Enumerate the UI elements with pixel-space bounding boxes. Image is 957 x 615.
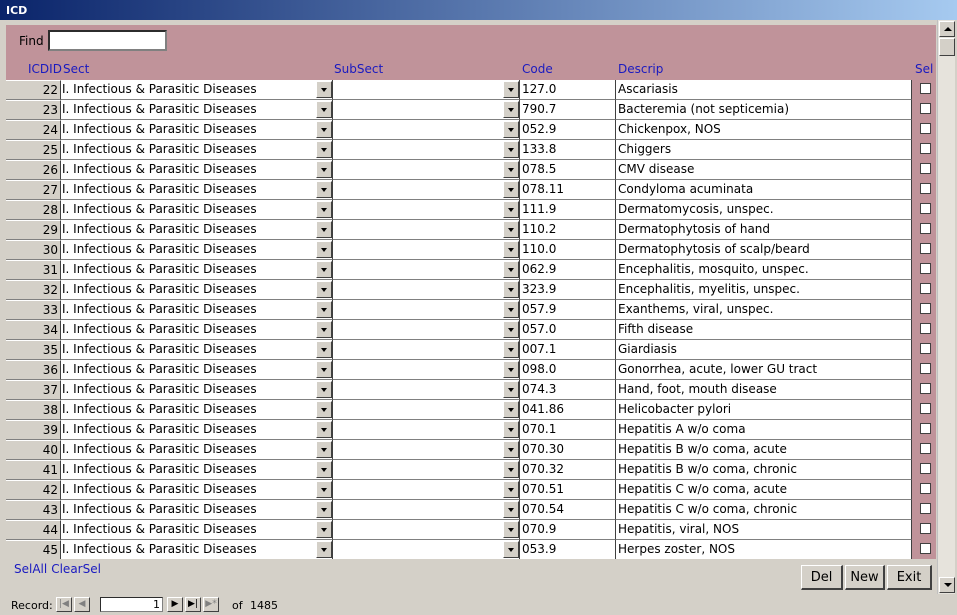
sel-checkbox[interactable] bbox=[920, 443, 931, 454]
record-selector[interactable]: 38 bbox=[6, 400, 61, 420]
sel-cell bbox=[912, 240, 936, 260]
descrip-field[interactable]: Chickenpox, NOS bbox=[616, 120, 912, 140]
form-header bbox=[6, 25, 936, 80]
record-selector[interactable]: 36 bbox=[6, 360, 61, 380]
code-field[interactable]: 070.30 bbox=[520, 440, 616, 460]
descrip-field[interactable]: Condyloma acuminata bbox=[616, 180, 912, 200]
table-row[interactable] bbox=[6, 360, 936, 380]
dropdown-arrow-icon[interactable] bbox=[316, 401, 332, 418]
descrip-field[interactable]: Hepatitis C w/o coma, acute bbox=[616, 480, 912, 500]
code-field[interactable]: 070.51 bbox=[520, 480, 616, 500]
column-header-icdid[interactable]: ICDID bbox=[28, 62, 62, 76]
record-selector[interactable]: 25 bbox=[6, 140, 61, 160]
dropdown-arrow-icon[interactable] bbox=[316, 341, 332, 358]
sect-combo[interactable] bbox=[61, 440, 333, 460]
record-navigator bbox=[0, 596, 957, 615]
sect-combo[interactable] bbox=[61, 140, 333, 160]
sel-checkbox[interactable] bbox=[920, 303, 931, 314]
dropdown-arrow-icon[interactable] bbox=[316, 541, 332, 558]
dropdown-arrow-icon[interactable] bbox=[316, 81, 332, 98]
sect-combo[interactable] bbox=[61, 320, 333, 340]
record-selector[interactable]: 35 bbox=[6, 340, 61, 360]
table-row[interactable] bbox=[6, 340, 936, 360]
code-field[interactable]: 070.9 bbox=[520, 520, 616, 540]
record-selector[interactable]: 39 bbox=[6, 420, 61, 440]
sect-combo[interactable] bbox=[61, 220, 333, 240]
code-field[interactable]: 098.0 bbox=[520, 360, 616, 380]
descrip-field[interactable]: Helicobacter pylori bbox=[616, 400, 912, 420]
dropdown-arrow-icon[interactable] bbox=[316, 281, 332, 298]
sel-cell bbox=[912, 380, 936, 400]
sel-checkbox[interactable] bbox=[920, 423, 931, 434]
dropdown-arrow-icon[interactable] bbox=[503, 281, 519, 298]
descrip-field[interactable]: Hepatitis, viral, NOS bbox=[616, 520, 912, 540]
dropdown-arrow-icon[interactable] bbox=[503, 401, 519, 418]
sel-checkbox[interactable] bbox=[920, 383, 931, 394]
code-field[interactable]: 057.9 bbox=[520, 300, 616, 320]
sect-combo[interactable] bbox=[61, 500, 333, 520]
sel-cell bbox=[912, 400, 936, 420]
record-selector[interactable]: 28 bbox=[6, 200, 61, 220]
code-field[interactable]: 007.1 bbox=[520, 340, 616, 360]
subsect-combo[interactable] bbox=[333, 160, 520, 180]
record-label: Record: bbox=[11, 599, 53, 612]
sect-value: I. Infectious & Parasitic Diseases bbox=[62, 162, 257, 176]
sel-checkbox[interactable] bbox=[920, 243, 931, 254]
dropdown-arrow-icon[interactable] bbox=[316, 361, 332, 378]
dropdown-arrow-icon[interactable] bbox=[503, 481, 519, 498]
sel-cell bbox=[912, 160, 936, 180]
sect-value: I. Infectious & Parasitic Diseases bbox=[62, 422, 257, 436]
table-row[interactable] bbox=[6, 80, 936, 100]
dropdown-arrow-icon[interactable] bbox=[503, 241, 519, 258]
scroll-down-icon[interactable] bbox=[939, 577, 955, 593]
sect-value: I. Infectious & Parasitic Diseases bbox=[62, 282, 257, 296]
sel-cell bbox=[912, 280, 936, 300]
code-field[interactable]: 074.3 bbox=[520, 380, 616, 400]
descrip-field[interactable]: Hepatitis B w/o coma, chronic bbox=[616, 460, 912, 480]
select-all-link[interactable]: SelAll bbox=[14, 562, 48, 576]
dropdown-arrow-icon[interactable] bbox=[503, 441, 519, 458]
code-field[interactable]: 070.1 bbox=[520, 420, 616, 440]
table-row[interactable] bbox=[6, 320, 936, 340]
record-selector[interactable]: 24 bbox=[6, 120, 61, 140]
code-field[interactable]: 062.9 bbox=[520, 260, 616, 280]
next-record-icon[interactable]: ▶ bbox=[167, 597, 183, 612]
sect-value: I. Infectious & Parasitic Diseases bbox=[62, 402, 257, 416]
sel-cell bbox=[912, 180, 936, 200]
sect-value: I. Infectious & Parasitic Diseases bbox=[62, 322, 257, 336]
code-field[interactable]: 052.9 bbox=[520, 120, 616, 140]
sect-combo[interactable] bbox=[61, 80, 333, 100]
dropdown-arrow-icon[interactable] bbox=[503, 221, 519, 238]
sel-checkbox[interactable] bbox=[920, 103, 931, 114]
dropdown-arrow-icon[interactable] bbox=[503, 461, 519, 478]
descrip-field[interactable]: Encephalitis, myelitis, unspec. bbox=[616, 280, 912, 300]
code-field[interactable]: 110.0 bbox=[520, 240, 616, 260]
sel-cell bbox=[912, 440, 936, 460]
descrip-field[interactable]: Exanthems, viral, unspec. bbox=[616, 300, 912, 320]
record-selector[interactable]: 40 bbox=[6, 440, 61, 460]
subsect-combo[interactable] bbox=[333, 520, 520, 540]
record-selector[interactable]: 31 bbox=[6, 260, 61, 280]
sect-combo[interactable] bbox=[61, 360, 333, 380]
subsect-combo[interactable] bbox=[333, 420, 520, 440]
dropdown-arrow-icon[interactable] bbox=[503, 521, 519, 538]
subsect-combo[interactable] bbox=[333, 280, 520, 300]
table-row[interactable] bbox=[6, 440, 936, 460]
column-header-sect[interactable]: Sect bbox=[63, 62, 90, 76]
column-header-sel[interactable]: Sel bbox=[915, 62, 934, 76]
sel-checkbox[interactable] bbox=[920, 363, 931, 374]
dropdown-arrow-icon[interactable] bbox=[316, 481, 332, 498]
new-button[interactable]: New bbox=[845, 565, 885, 590]
sel-cell bbox=[912, 460, 936, 480]
previous-record-icon[interactable]: ◀ bbox=[74, 597, 90, 612]
dropdown-arrow-icon[interactable] bbox=[316, 301, 332, 318]
sel-cell bbox=[912, 500, 936, 520]
descrip-field[interactable]: Giardiasis bbox=[616, 340, 912, 360]
sect-value: I. Infectious & Parasitic Diseases bbox=[62, 142, 257, 156]
record-of-label: of bbox=[232, 599, 243, 612]
dropdown-arrow-icon[interactable] bbox=[316, 121, 332, 138]
record-selector[interactable]: 33 bbox=[6, 300, 61, 320]
sect-value: I. Infectious & Parasitic Diseases bbox=[62, 522, 257, 536]
subsect-combo[interactable] bbox=[333, 80, 520, 100]
dropdown-arrow-icon[interactable] bbox=[503, 421, 519, 438]
descrip-field[interactable]: Ascariasis bbox=[616, 80, 912, 100]
code-field[interactable]: 110.2 bbox=[520, 220, 616, 240]
subsect-combo[interactable] bbox=[333, 100, 520, 120]
dropdown-arrow-icon[interactable] bbox=[316, 201, 332, 218]
window-title: ICD bbox=[6, 4, 28, 17]
record-selector[interactable]: 30 bbox=[6, 240, 61, 260]
dropdown-arrow-icon[interactable] bbox=[316, 141, 332, 158]
sect-combo[interactable] bbox=[61, 420, 333, 440]
dropdown-arrow-icon[interactable] bbox=[503, 261, 519, 278]
code-field[interactable]: 070.32 bbox=[520, 460, 616, 480]
table-row[interactable] bbox=[6, 460, 936, 480]
table-row[interactable] bbox=[6, 220, 936, 240]
scroll-up-icon[interactable] bbox=[939, 21, 955, 37]
sel-cell bbox=[912, 520, 936, 540]
table-row[interactable] bbox=[6, 420, 936, 440]
sect-value: I. Infectious & Parasitic Diseases bbox=[62, 182, 257, 196]
table-row[interactable] bbox=[6, 180, 936, 200]
subsect-combo[interactable] bbox=[333, 240, 520, 260]
subsect-combo[interactable] bbox=[333, 340, 520, 360]
sect-combo[interactable] bbox=[61, 540, 333, 559]
sect-value: I. Infectious & Parasitic Diseases bbox=[62, 222, 257, 236]
code-field[interactable]: 041.86 bbox=[520, 400, 616, 420]
find-input[interactable] bbox=[48, 30, 167, 51]
dropdown-arrow-icon[interactable] bbox=[503, 101, 519, 118]
code-field[interactable]: 078.5 bbox=[520, 160, 616, 180]
record-selector[interactable]: 23 bbox=[6, 100, 61, 120]
clear-selection-link[interactable]: ClearSel bbox=[51, 562, 101, 576]
sect-combo[interactable] bbox=[61, 460, 333, 480]
sel-checkbox[interactable] bbox=[920, 183, 931, 194]
dropdown-arrow-icon[interactable] bbox=[503, 541, 519, 558]
descrip-field[interactable]: Dermatomycosis, unspec. bbox=[616, 200, 912, 220]
sect-value: I. Infectious & Parasitic Diseases bbox=[62, 342, 257, 356]
dropdown-arrow-icon[interactable] bbox=[316, 261, 332, 278]
dropdown-arrow-icon[interactable] bbox=[503, 361, 519, 378]
sel-checkbox[interactable] bbox=[920, 503, 931, 514]
record-selector[interactable]: 37 bbox=[6, 380, 61, 400]
sect-value: I. Infectious & Parasitic Diseases bbox=[62, 262, 257, 276]
sel-checkbox[interactable] bbox=[920, 543, 931, 554]
subsect-combo[interactable] bbox=[333, 440, 520, 460]
table-row[interactable] bbox=[6, 200, 936, 220]
sect-value: I. Infectious & Parasitic Diseases bbox=[62, 442, 257, 456]
code-field[interactable]: 070.54 bbox=[520, 500, 616, 520]
sect-combo[interactable] bbox=[61, 480, 333, 500]
record-selector[interactable]: 42 bbox=[6, 480, 61, 500]
sect-value: I. Infectious & Parasitic Diseases bbox=[62, 382, 257, 396]
dropdown-arrow-icon[interactable] bbox=[503, 201, 519, 218]
records-grid bbox=[6, 80, 936, 559]
sect-combo[interactable] bbox=[61, 180, 333, 200]
sel-cell bbox=[912, 220, 936, 240]
sect-combo[interactable] bbox=[61, 520, 333, 540]
record-selector[interactable]: 41 bbox=[6, 460, 61, 480]
column-header-code[interactable]: Code bbox=[522, 62, 553, 76]
sel-cell bbox=[912, 120, 936, 140]
code-field[interactable]: 078.11 bbox=[520, 180, 616, 200]
table-row[interactable] bbox=[6, 540, 936, 559]
sel-cell bbox=[912, 200, 936, 220]
dropdown-arrow-icon[interactable] bbox=[316, 221, 332, 238]
code-field[interactable]: 323.9 bbox=[520, 280, 616, 300]
record-selector[interactable]: 44 bbox=[6, 520, 61, 540]
dropdown-arrow-icon[interactable] bbox=[503, 381, 519, 398]
subsect-combo[interactable] bbox=[333, 180, 520, 200]
record-number-input[interactable]: 1 bbox=[100, 597, 163, 612]
sel-checkbox[interactable] bbox=[920, 263, 931, 274]
subsect-combo[interactable] bbox=[333, 540, 520, 559]
scroll-thumb[interactable] bbox=[939, 38, 955, 56]
table-row[interactable] bbox=[6, 260, 936, 280]
sect-combo[interactable] bbox=[61, 380, 333, 400]
sect-value: I. Infectious & Parasitic Diseases bbox=[62, 362, 257, 376]
subsect-combo[interactable] bbox=[333, 500, 520, 520]
descrip-field[interactable]: CMV disease bbox=[616, 160, 912, 180]
table-row[interactable] bbox=[6, 160, 936, 180]
sel-cell bbox=[912, 340, 936, 360]
sel-checkbox[interactable] bbox=[920, 283, 931, 294]
descrip-field[interactable]: Herpes zoster, NOS bbox=[616, 540, 912, 559]
table-row[interactable] bbox=[6, 520, 936, 540]
dropdown-arrow-icon[interactable] bbox=[316, 181, 332, 198]
sel-cell bbox=[912, 80, 936, 100]
sect-combo[interactable] bbox=[61, 160, 333, 180]
column-header-descrip[interactable]: Descrip bbox=[618, 62, 664, 76]
dropdown-arrow-icon[interactable] bbox=[316, 421, 332, 438]
sect-combo[interactable] bbox=[61, 280, 333, 300]
record-selector[interactable]: 26 bbox=[6, 160, 61, 180]
dropdown-arrow-icon[interactable] bbox=[316, 161, 332, 178]
code-field[interactable]: 111.9 bbox=[520, 200, 616, 220]
column-header-subsect[interactable]: SubSect bbox=[334, 62, 384, 76]
dropdown-arrow-icon[interactable] bbox=[503, 341, 519, 358]
subsect-combo[interactable] bbox=[333, 300, 520, 320]
descrip-field[interactable]: Gonorrhea, acute, lower GU tract bbox=[616, 360, 912, 380]
sel-checkbox[interactable] bbox=[920, 403, 931, 414]
dropdown-arrow-icon[interactable] bbox=[316, 441, 332, 458]
exit-button[interactable]: Exit bbox=[887, 565, 932, 590]
sect-combo[interactable] bbox=[61, 240, 333, 260]
sel-cell bbox=[912, 300, 936, 320]
table-row[interactable] bbox=[6, 280, 936, 300]
find-label: Find bbox=[19, 34, 44, 48]
sect-combo[interactable] bbox=[61, 300, 333, 320]
sel-cell bbox=[912, 320, 936, 340]
record-selector[interactable]: 29 bbox=[6, 220, 61, 240]
table-row[interactable] bbox=[6, 400, 936, 420]
dropdown-arrow-icon[interactable] bbox=[316, 501, 332, 518]
subsect-combo[interactable] bbox=[333, 320, 520, 340]
sect-combo[interactable] bbox=[61, 200, 333, 220]
table-row[interactable] bbox=[6, 140, 936, 160]
sel-checkbox[interactable] bbox=[920, 163, 931, 174]
record-selector[interactable]: 32 bbox=[6, 280, 61, 300]
dropdown-arrow-icon[interactable] bbox=[503, 321, 519, 338]
subsect-combo[interactable] bbox=[333, 220, 520, 240]
sect-combo[interactable] bbox=[61, 100, 333, 120]
sect-value: I. Infectious & Parasitic Diseases bbox=[62, 302, 257, 316]
subsect-combo[interactable] bbox=[333, 380, 520, 400]
selection-links bbox=[14, 562, 105, 576]
code-field[interactable]: 057.0 bbox=[520, 320, 616, 340]
sect-combo[interactable] bbox=[61, 120, 333, 140]
code-field[interactable]: 127.0 bbox=[520, 80, 616, 100]
sel-checkbox[interactable] bbox=[920, 123, 931, 134]
table-row[interactable] bbox=[6, 300, 936, 320]
sel-cell bbox=[912, 100, 936, 120]
sel-checkbox[interactable] bbox=[920, 323, 931, 334]
window-title-bar bbox=[0, 0, 957, 20]
record-selector[interactable]: 34 bbox=[6, 320, 61, 340]
descrip-field[interactable]: Chiggers bbox=[616, 140, 912, 160]
code-field[interactable]: 133.8 bbox=[520, 140, 616, 160]
subsect-combo[interactable] bbox=[333, 400, 520, 420]
table-row[interactable] bbox=[6, 100, 936, 120]
sel-cell bbox=[912, 360, 936, 380]
sect-value: I. Infectious & Parasitic Diseases bbox=[62, 242, 257, 256]
sel-checkbox[interactable] bbox=[920, 143, 931, 154]
dropdown-arrow-icon[interactable] bbox=[503, 141, 519, 158]
code-field[interactable]: 053.9 bbox=[520, 540, 616, 559]
sect-value: I. Infectious & Parasitic Diseases bbox=[62, 482, 257, 496]
descrip-field[interactable]: Fifth disease bbox=[616, 320, 912, 340]
subsect-combo[interactable] bbox=[333, 480, 520, 500]
dropdown-arrow-icon[interactable] bbox=[316, 101, 332, 118]
dropdown-arrow-icon[interactable] bbox=[316, 461, 332, 478]
sel-checkbox[interactable] bbox=[920, 343, 931, 354]
descrip-field[interactable]: Hepatitis C w/o coma, chronic bbox=[616, 500, 912, 520]
sect-value: I. Infectious & Parasitic Diseases bbox=[62, 542, 257, 556]
sel-cell bbox=[912, 260, 936, 280]
first-record-icon[interactable]: |◀ bbox=[56, 597, 72, 612]
table-row[interactable] bbox=[6, 380, 936, 400]
sel-cell bbox=[912, 420, 936, 440]
descrip-field[interactable]: Hepatitis B w/o coma, acute bbox=[616, 440, 912, 460]
subsect-combo[interactable] bbox=[333, 360, 520, 380]
record-total: 1485 bbox=[250, 599, 278, 612]
record-selector[interactable]: 27 bbox=[6, 180, 61, 200]
dropdown-arrow-icon[interactable] bbox=[503, 501, 519, 518]
sect-value: I. Infectious & Parasitic Diseases bbox=[62, 82, 257, 96]
subsect-combo[interactable] bbox=[333, 460, 520, 480]
sel-cell bbox=[912, 480, 936, 500]
dropdown-arrow-icon[interactable] bbox=[503, 81, 519, 98]
sel-checkbox[interactable] bbox=[920, 463, 931, 474]
last-record-icon[interactable]: ▶| bbox=[185, 597, 201, 612]
sect-value: I. Infectious & Parasitic Diseases bbox=[62, 462, 257, 476]
sel-checkbox[interactable] bbox=[920, 223, 931, 234]
dropdown-arrow-icon[interactable] bbox=[503, 181, 519, 198]
subsect-combo[interactable] bbox=[333, 120, 520, 140]
sel-checkbox[interactable] bbox=[920, 83, 931, 94]
vertical-scrollbar[interactable] bbox=[937, 20, 955, 594]
descrip-field[interactable]: Dermatophytosis of hand bbox=[616, 220, 912, 240]
table-row[interactable] bbox=[6, 120, 936, 140]
sect-combo[interactable] bbox=[61, 260, 333, 280]
table-row[interactable] bbox=[6, 500, 936, 520]
record-selector[interactable]: 45 bbox=[6, 540, 61, 559]
descrip-field[interactable]: Dermatophytosis of scalp/beard bbox=[616, 240, 912, 260]
descrip-field[interactable]: Encephalitis, mosquito, unspec. bbox=[616, 260, 912, 280]
delete-button[interactable]: Del bbox=[801, 565, 843, 590]
record-selector[interactable]: 43 bbox=[6, 500, 61, 520]
sect-value: I. Infectious & Parasitic Diseases bbox=[62, 102, 257, 116]
descrip-field[interactable]: Hand, foot, mouth disease bbox=[616, 380, 912, 400]
dropdown-arrow-icon[interactable] bbox=[316, 241, 332, 258]
dropdown-arrow-icon[interactable] bbox=[503, 301, 519, 318]
dropdown-arrow-icon[interactable] bbox=[316, 381, 332, 398]
dropdown-arrow-icon[interactable] bbox=[316, 321, 332, 338]
sel-checkbox[interactable] bbox=[920, 483, 931, 494]
dropdown-arrow-icon[interactable] bbox=[503, 121, 519, 138]
table-row[interactable] bbox=[6, 240, 936, 260]
subsect-combo[interactable] bbox=[333, 260, 520, 280]
sect-value: I. Infectious & Parasitic Diseases bbox=[62, 202, 257, 216]
new-record-icon[interactable]: ▶* bbox=[203, 597, 219, 612]
sel-cell bbox=[912, 540, 936, 559]
sect-combo[interactable] bbox=[61, 340, 333, 360]
sect-value: I. Infectious & Parasitic Diseases bbox=[62, 122, 257, 136]
sel-checkbox[interactable] bbox=[920, 523, 931, 534]
sect-value: I. Infectious & Parasitic Diseases bbox=[62, 502, 257, 516]
sect-combo[interactable] bbox=[61, 400, 333, 420]
dropdown-arrow-icon[interactable] bbox=[503, 161, 519, 178]
descrip-field[interactable]: Bacteremia (not septicemia) bbox=[616, 100, 912, 120]
descrip-field[interactable]: Hepatitis A w/o coma bbox=[616, 420, 912, 440]
sel-cell bbox=[912, 140, 936, 160]
code-field[interactable]: 790.7 bbox=[520, 100, 616, 120]
sel-checkbox[interactable] bbox=[920, 203, 931, 214]
dropdown-arrow-icon[interactable] bbox=[316, 521, 332, 538]
subsect-combo[interactable] bbox=[333, 200, 520, 220]
table-row[interactable] bbox=[6, 480, 936, 500]
record-selector[interactable]: 22 bbox=[6, 80, 61, 100]
subsect-combo[interactable] bbox=[333, 140, 520, 160]
